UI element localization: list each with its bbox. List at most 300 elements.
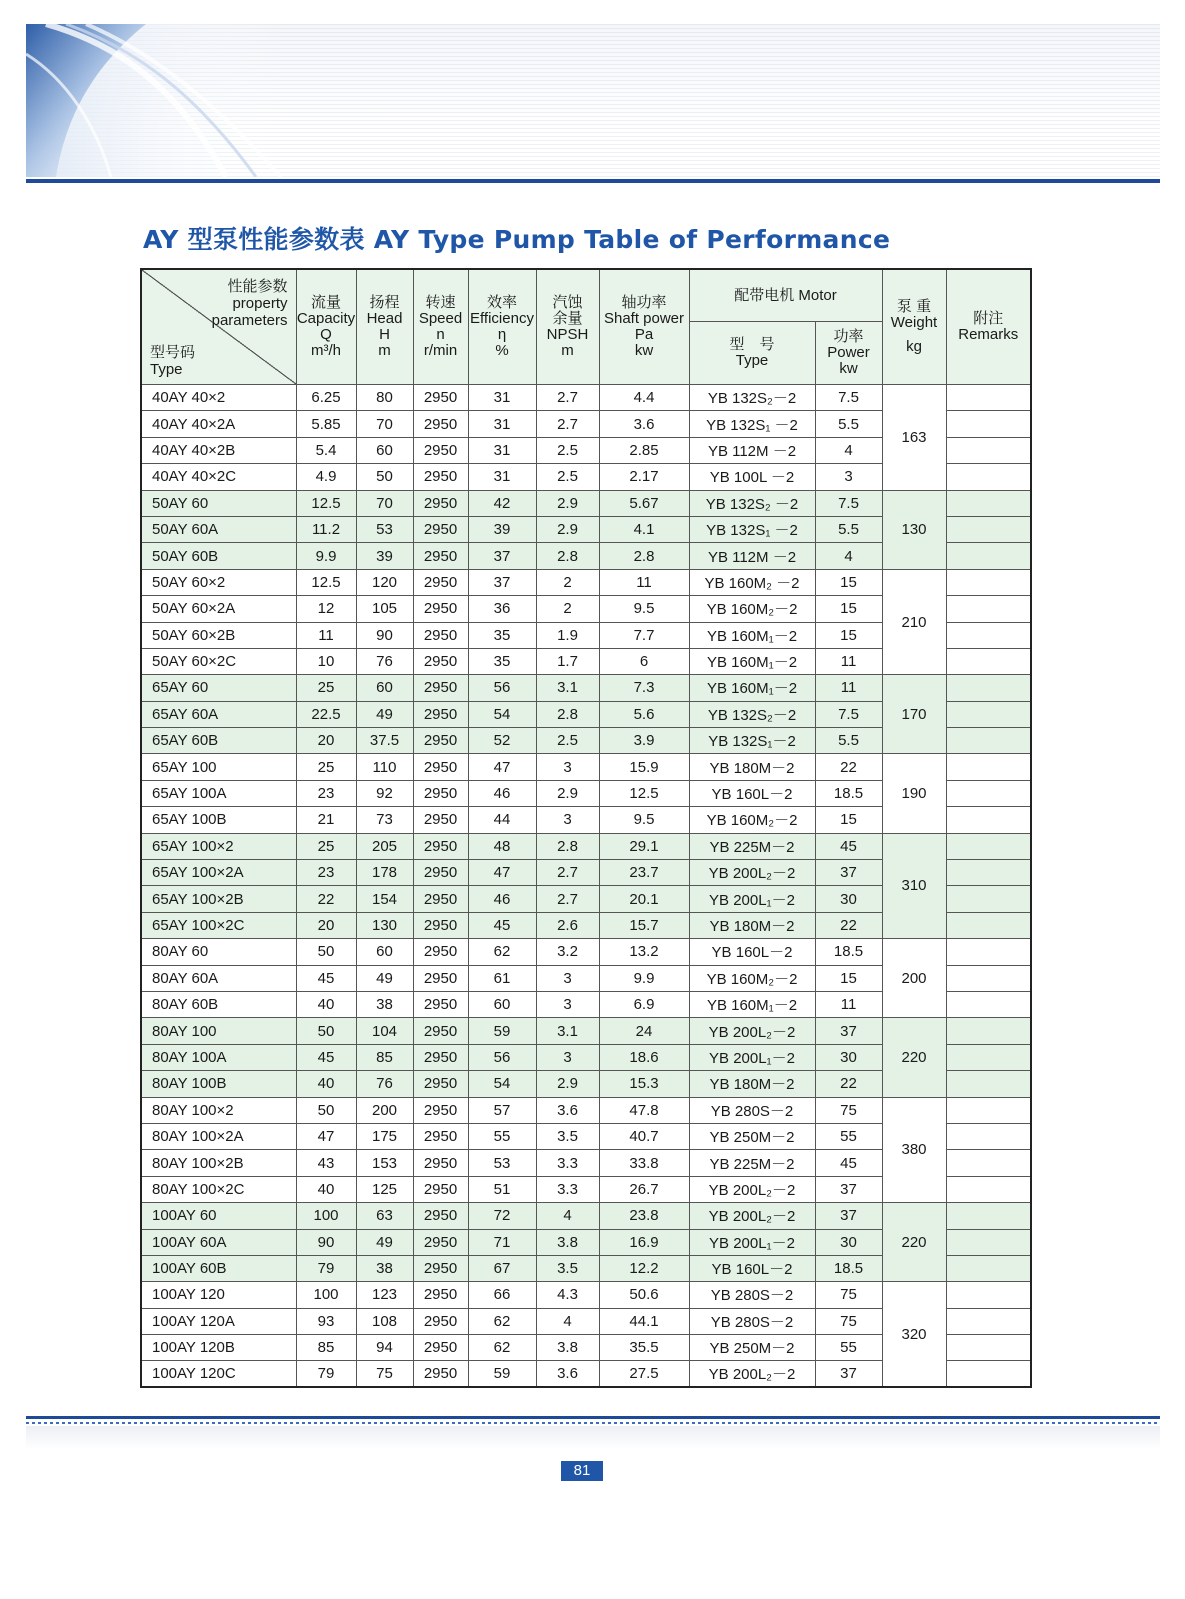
efficiency-cell: 36 [468,596,536,622]
table-row [141,1203,1031,1229]
speed-cell: 2950 [413,860,468,886]
shaft-power-cell: 27.5 [599,1361,689,1387]
shaft-power-cell: 33.8 [599,1150,689,1176]
capacity-cell: 12.5 [296,490,356,516]
head-cell: 110 [356,754,413,780]
capacity-cell: 50 [296,939,356,965]
shaft-power-cell: 50.6 [599,1282,689,1308]
head-cell: 75 [356,1361,413,1387]
efficiency-cell: 47 [468,754,536,780]
capacity-cell: 6.25 [296,385,356,411]
remarks-cell [946,385,1031,411]
type-cell: 100AY 60 [141,1203,296,1229]
efficiency-cell: 53 [468,1150,536,1176]
npsh-cell: 3 [536,1044,599,1070]
capacity-cell: 40 [296,1176,356,1202]
efficiency-cell: 42 [468,490,536,516]
efficiency-cell: 46 [468,886,536,912]
motor-power-cell: 37 [815,1176,882,1202]
table-row [141,939,1031,965]
npsh-cell: 3.8 [536,1335,599,1361]
capacity-cell: 23 [296,780,356,806]
head-cell: 76 [356,648,413,674]
capacity-cell: 40 [296,991,356,1017]
capacity-cell: 85 [296,1335,356,1361]
npsh-cell: 3.5 [536,1255,599,1281]
motor-power-cell: 75 [815,1282,882,1308]
head-cell: 38 [356,1255,413,1281]
motor-power-cell: 45 [815,1150,882,1176]
capacity-cell: 5.85 [296,411,356,437]
efficiency-cell: 46 [468,780,536,806]
type-cell: 65AY 100×2B [141,886,296,912]
shaft-power-cell: 4.4 [599,385,689,411]
motor-power-cell: 5.5 [815,411,882,437]
remarks-cell [946,1097,1031,1123]
npsh-cell: 4.3 [536,1282,599,1308]
type-cell: 65AY 100×2C [141,912,296,938]
performance-table [140,268,1032,1388]
npsh-cell: 2.7 [536,385,599,411]
motor-type-cell: YB 112M －2 [689,437,815,463]
shaft-power-cell: 2.8 [599,543,689,569]
npsh-cell: 2.7 [536,886,599,912]
npsh-cell: 3 [536,807,599,833]
type-cell: 100AY 120C [141,1361,296,1387]
head-cell: 154 [356,886,413,912]
type-cell: 80AY 60B [141,991,296,1017]
speed-cell: 2950 [413,1044,468,1070]
motor-power-cell: 15 [815,596,882,622]
motor-type-cell: YB 200L₂－2 [689,1361,815,1387]
speed-cell: 2950 [413,912,468,938]
npsh-cell: 2.9 [536,490,599,516]
motor-power-cell: 22 [815,754,882,780]
shaft-power-cell: 12.5 [599,780,689,806]
header-remarks: 附注 Remarks [946,269,1031,385]
npsh-cell: 4 [536,1308,599,1334]
weight-cell: 130 [882,490,946,569]
motor-power-cell: 11 [815,991,882,1017]
capacity-cell: 90 [296,1229,356,1255]
motor-power-cell: 75 [815,1097,882,1123]
remarks-cell [946,1308,1031,1334]
capacity-cell: 21 [296,807,356,833]
efficiency-cell: 62 [468,1335,536,1361]
table-row [141,1097,1031,1123]
head-cell: 130 [356,912,413,938]
shaft-power-cell: 5.6 [599,701,689,727]
speed-cell: 2950 [413,1229,468,1255]
efficiency-cell: 55 [468,1123,536,1149]
head-cell: 37.5 [356,728,413,754]
motor-type-cell: YB 132S₁－2 [689,728,815,754]
shaft-power-cell: 20.1 [599,886,689,912]
speed-cell: 2950 [413,622,468,648]
speed-cell: 2950 [413,543,468,569]
npsh-cell: 3.8 [536,1229,599,1255]
type-cell: 50AY 60×2A [141,596,296,622]
npsh-cell: 2.5 [536,437,599,463]
head-cell: 49 [356,1229,413,1255]
speed-cell: 2950 [413,1150,468,1176]
capacity-cell: 25 [296,833,356,859]
type-cell: 65AY 100×2A [141,860,296,886]
remarks-cell [946,886,1031,912]
head-cell: 38 [356,991,413,1017]
npsh-cell: 2.8 [536,543,599,569]
head-cell: 108 [356,1308,413,1334]
head-cell: 178 [356,860,413,886]
npsh-cell: 2.5 [536,464,599,490]
remarks-cell [946,464,1031,490]
npsh-cell: 2.6 [536,912,599,938]
header-swoosh-graphic [26,24,286,177]
motor-power-cell: 18.5 [815,1255,882,1281]
speed-cell: 2950 [413,728,468,754]
shaft-power-cell: 29.1 [599,833,689,859]
npsh-cell: 3.3 [536,1176,599,1202]
motor-power-cell: 30 [815,1044,882,1070]
capacity-cell: 12 [296,596,356,622]
type-cell: 65AY 100A [141,780,296,806]
motor-type-cell: YB 250M－2 [689,1335,815,1361]
motor-power-cell: 15 [815,807,882,833]
motor-type-cell: YB 200L₂－2 [689,1176,815,1202]
motor-power-cell: 4 [815,437,882,463]
motor-power-cell: 5.5 [815,516,882,542]
head-cell: 105 [356,596,413,622]
header-shaft-power: 轴功率 Shaft power Pa kw [599,269,689,385]
capacity-cell: 45 [296,1044,356,1070]
remarks-cell [946,780,1031,806]
shaft-power-cell: 23.8 [599,1203,689,1229]
head-cell: 49 [356,965,413,991]
capacity-cell: 43 [296,1150,356,1176]
type-cell: 65AY 60A [141,701,296,727]
footer-shade [26,1426,1160,1450]
speed-cell: 2950 [413,780,468,806]
head-cell: 60 [356,939,413,965]
table-row [141,754,1031,780]
type-cell: 100AY 120B [141,1335,296,1361]
speed-cell: 2950 [413,965,468,991]
capacity-cell: 79 [296,1255,356,1281]
remarks-cell [946,411,1031,437]
motor-power-cell: 18.5 [815,939,882,965]
efficiency-cell: 57 [468,1097,536,1123]
speed-cell: 2950 [413,1282,468,1308]
remarks-cell [946,543,1031,569]
remarks-cell [946,1255,1031,1281]
speed-cell: 2950 [413,675,468,701]
motor-type-cell: YB 160M₂ －2 [689,569,815,595]
efficiency-cell: 44 [468,807,536,833]
remarks-cell [946,675,1031,701]
page-number: 81 [561,1461,603,1481]
remarks-cell [946,1044,1031,1070]
type-cell: 80AY 60A [141,965,296,991]
shaft-power-cell: 4.1 [599,516,689,542]
speed-cell: 2950 [413,939,468,965]
capacity-cell: 9.9 [296,543,356,569]
motor-power-cell: 22 [815,912,882,938]
weight-cell: 190 [882,754,946,833]
motor-power-cell: 75 [815,1308,882,1334]
efficiency-cell: 54 [468,1071,536,1097]
footer-dotted-rule [26,1422,1160,1424]
motor-power-cell: 37 [815,1361,882,1387]
speed-cell: 2950 [413,1097,468,1123]
efficiency-cell: 35 [468,648,536,674]
motor-power-cell: 55 [815,1335,882,1361]
npsh-cell: 2.8 [536,701,599,727]
head-cell: 125 [356,1176,413,1202]
efficiency-cell: 37 [468,543,536,569]
type-cell: 50AY 60B [141,543,296,569]
shaft-power-cell: 6 [599,648,689,674]
remarks-cell [946,965,1031,991]
motor-type-cell: YB 160M₂－2 [689,965,815,991]
npsh-cell: 3 [536,754,599,780]
motor-power-cell: 15 [815,622,882,648]
motor-type-cell: YB 200L₂－2 [689,860,815,886]
motor-type-cell: YB 250M－2 [689,1123,815,1149]
table-row [141,1282,1031,1308]
remarks-cell [946,860,1031,886]
motor-type-cell: YB 132S₂ －2 [689,490,815,516]
motor-power-cell: 37 [815,1018,882,1044]
shaft-power-cell: 15.3 [599,1071,689,1097]
speed-cell: 2950 [413,1071,468,1097]
weight-cell: 210 [882,569,946,675]
efficiency-cell: 71 [468,1229,536,1255]
head-cell: 123 [356,1282,413,1308]
shaft-power-cell: 40.7 [599,1123,689,1149]
weight-cell: 310 [882,833,946,939]
capacity-cell: 93 [296,1308,356,1334]
speed-cell: 2950 [413,516,468,542]
head-cell: 60 [356,675,413,701]
remarks-cell [946,1150,1031,1176]
type-cell: 80AY 100 [141,1018,296,1044]
remarks-cell [946,1176,1031,1202]
capacity-cell: 23 [296,860,356,886]
remarks-cell [946,833,1031,859]
head-cell: 76 [356,1071,413,1097]
efficiency-cell: 59 [468,1018,536,1044]
speed-cell: 2950 [413,991,468,1017]
motor-type-cell: YB 180M－2 [689,912,815,938]
table-row [141,833,1031,859]
npsh-cell: 2.5 [536,728,599,754]
motor-type-cell: YB 160M₂－2 [689,596,815,622]
remarks-cell [946,701,1031,727]
motor-power-cell: 15 [815,965,882,991]
type-cell: 65AY 100 [141,754,296,780]
type-cell: 50AY 60×2B [141,622,296,648]
capacity-cell: 4.9 [296,464,356,490]
npsh-cell: 3.3 [536,1150,599,1176]
capacity-cell: 50 [296,1097,356,1123]
capacity-cell: 20 [296,728,356,754]
remarks-cell [946,1229,1031,1255]
motor-power-cell: 22 [815,1071,882,1097]
motor-type-cell: YB 160M₁－2 [689,648,815,674]
table-row [141,675,1031,701]
speed-cell: 2950 [413,1361,468,1387]
remarks-cell [946,1361,1031,1387]
motor-type-cell: YB 200L₂－2 [689,1203,815,1229]
remarks-cell [946,622,1031,648]
npsh-cell: 2.7 [536,860,599,886]
npsh-cell: 3.1 [536,1018,599,1044]
motor-power-cell: 7.5 [815,385,882,411]
motor-type-cell: YB 160L－2 [689,939,815,965]
type-cell: 65AY 100B [141,807,296,833]
efficiency-cell: 31 [468,411,536,437]
remarks-cell [946,437,1031,463]
capacity-cell: 25 [296,675,356,701]
head-cell: 205 [356,833,413,859]
shaft-power-cell: 15.9 [599,754,689,780]
weight-cell: 320 [882,1282,946,1388]
motor-type-cell: YB 200L₁－2 [689,1044,815,1070]
npsh-cell: 1.7 [536,648,599,674]
table-body [141,385,1031,1388]
motor-power-cell: 5.5 [815,728,882,754]
type-cell: 80AY 100×2C [141,1176,296,1202]
speed-cell: 2950 [413,1123,468,1149]
header-efficiency: 效率 Efficiency η % [468,269,536,385]
motor-power-cell: 18.5 [815,780,882,806]
motor-power-cell: 7.5 [815,490,882,516]
speed-cell: 2950 [413,464,468,490]
head-cell: 53 [356,516,413,542]
type-cell: 50AY 60 [141,490,296,516]
head-cell: 94 [356,1335,413,1361]
efficiency-cell: 51 [468,1176,536,1202]
speed-cell: 2950 [413,648,468,674]
type-cell: 65AY 60B [141,728,296,754]
capacity-cell: 40 [296,1071,356,1097]
header-motor-type: 型 号 Type [689,322,815,385]
npsh-cell: 3 [536,965,599,991]
head-cell: 200 [356,1097,413,1123]
motor-type-cell: YB 160M₁－2 [689,675,815,701]
efficiency-cell: 61 [468,965,536,991]
header-banner [26,24,1160,177]
speed-cell: 2950 [413,1308,468,1334]
speed-cell: 2950 [413,886,468,912]
head-cell: 70 [356,490,413,516]
shaft-power-cell: 26.7 [599,1176,689,1202]
head-cell: 175 [356,1123,413,1149]
motor-type-cell: YB 132S₂－2 [689,385,815,411]
capacity-cell: 47 [296,1123,356,1149]
capacity-cell: 22.5 [296,701,356,727]
efficiency-cell: 62 [468,939,536,965]
speed-cell: 2950 [413,1203,468,1229]
head-cell: 70 [356,411,413,437]
npsh-cell: 2.7 [536,411,599,437]
shaft-power-cell: 47.8 [599,1097,689,1123]
type-cell: 50AY 60×2 [141,569,296,595]
remarks-cell [946,939,1031,965]
remarks-cell [946,1203,1031,1229]
motor-type-cell: YB 160M₂－2 [689,807,815,833]
capacity-cell: 22 [296,886,356,912]
shaft-power-cell: 2.85 [599,437,689,463]
shaft-power-cell: 16.9 [599,1229,689,1255]
efficiency-cell: 39 [468,516,536,542]
header-motor-power: 功率 Power kw [815,322,882,385]
type-cell: 40AY 40×2C [141,464,296,490]
capacity-cell: 100 [296,1203,356,1229]
shaft-power-cell: 2.17 [599,464,689,490]
table-row [141,1018,1031,1044]
speed-cell: 2950 [413,490,468,516]
motor-power-cell: 15 [815,569,882,595]
capacity-cell: 79 [296,1361,356,1387]
motor-power-cell: 30 [815,1229,882,1255]
shaft-power-cell: 23.7 [599,860,689,886]
shaft-power-cell: 9.9 [599,965,689,991]
remarks-cell [946,1123,1031,1149]
head-cell: 49 [356,701,413,727]
speed-cell: 2950 [413,807,468,833]
type-cell: 40AY 40×2A [141,411,296,437]
header-head: 扬程 Head H m [356,269,413,385]
weight-cell: 380 [882,1097,946,1203]
header-weight: 泵 重 Weight kg [882,269,946,385]
head-cell: 80 [356,385,413,411]
shaft-power-cell: 3.6 [599,411,689,437]
motor-type-cell: YB 160L－2 [689,1255,815,1281]
remarks-cell [946,912,1031,938]
motor-power-cell: 11 [815,675,882,701]
motor-type-cell: YB 132S₁ －2 [689,516,815,542]
type-cell: 40AY 40×2B [141,437,296,463]
efficiency-cell: 37 [468,569,536,595]
type-cell: 80AY 100×2 [141,1097,296,1123]
capacity-cell: 10 [296,648,356,674]
remarks-cell [946,754,1031,780]
type-cell: 100AY 60A [141,1229,296,1255]
efficiency-cell: 67 [468,1255,536,1281]
motor-power-cell: 11 [815,648,882,674]
speed-cell: 2950 [413,754,468,780]
header-speed: 转速 Speed n r/min [413,269,468,385]
head-cell: 73 [356,807,413,833]
motor-power-cell: 3 [815,464,882,490]
head-cell: 120 [356,569,413,595]
capacity-cell: 45 [296,965,356,991]
table-row [141,385,1031,411]
motor-power-cell: 45 [815,833,882,859]
shaft-power-cell: 7.7 [599,622,689,648]
head-cell: 153 [356,1150,413,1176]
efficiency-cell: 54 [468,701,536,727]
efficiency-cell: 35 [468,622,536,648]
motor-type-cell: YB 112M －2 [689,543,815,569]
speed-cell: 2950 [413,1255,468,1281]
remarks-cell [946,569,1031,595]
motor-type-cell: YB 160L－2 [689,780,815,806]
motor-type-cell: YB 180M－2 [689,754,815,780]
head-cell: 104 [356,1018,413,1044]
capacity-cell: 50 [296,1018,356,1044]
